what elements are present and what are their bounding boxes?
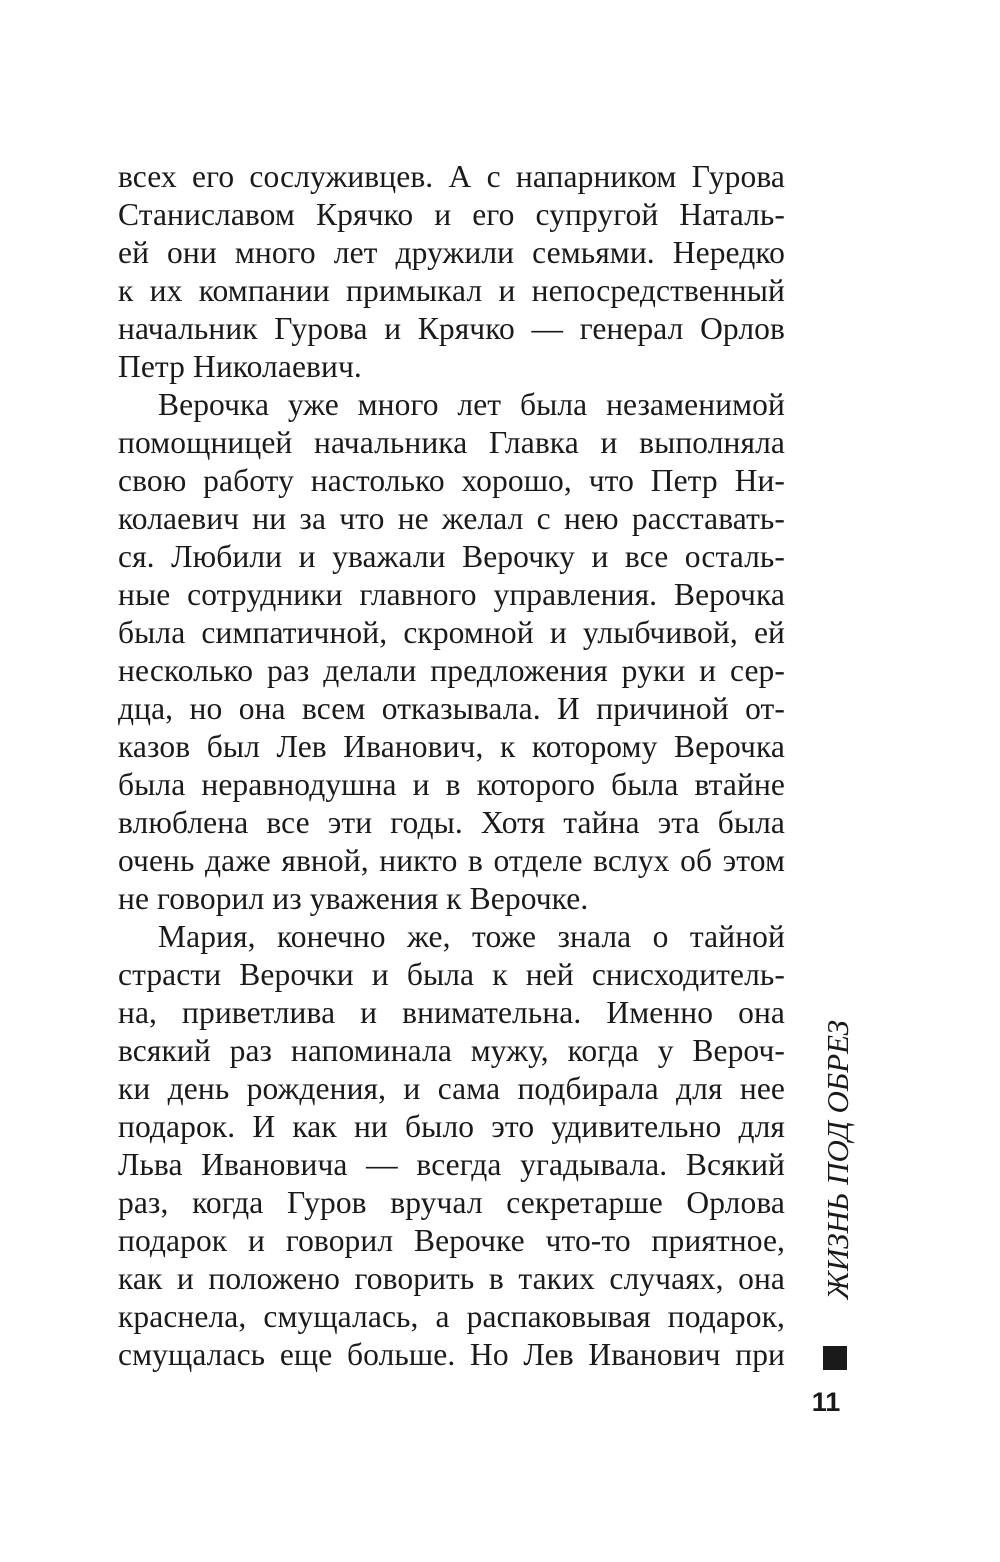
text-line: страсти Верочки и была к ней снисходитель-: [118, 957, 785, 992]
text-line: к их компании примыкал и непосредственный: [118, 273, 785, 308]
text-line: ей они много лет дружили семьями. Нередко: [118, 235, 785, 270]
text-line: несколько раз делали предложения руки и сер-: [118, 653, 785, 688]
text-line: влюблена все эти годы. Хотя тайна эта была: [118, 805, 785, 840]
text-line: очень даже явной, никто в отделе вслух об этом: [118, 843, 785, 878]
text-line: колаевич ни за что не желал с нею расставать-: [118, 501, 785, 536]
text-line: Льва Ивановича — всегда угадывала. Всякий: [118, 1147, 785, 1182]
running-title-text: ЖИЗНЬ ПОД ОБРЕЗ: [820, 1020, 855, 1300]
text-line: была симпатичной, скромной и улыбчивой, ей: [118, 615, 785, 650]
text-line: свою работу настолько хорошо, что Петр Ни-: [118, 463, 785, 498]
text-line: ся. Любили и уважали Верочку и все осталь-: [118, 539, 785, 574]
text-line: всякий раз напоминала мужу, когда у Вероч-: [118, 1033, 785, 1068]
text-line: подарок и говорил Верочке что-то приятное,: [118, 1223, 785, 1258]
text-line: смущалась еще больше. Но Лев Иванович при: [118, 1337, 785, 1372]
running-title: [818, 1020, 854, 1350]
square-marker-icon: [823, 1346, 847, 1370]
text-line: Петр Николаевич.: [118, 349, 362, 384]
text-line: ки день рождения, и сама подбирала для нее: [118, 1071, 785, 1106]
text-line: как и положено говорить в таких случаях, она: [118, 1261, 785, 1296]
page-number: 11: [811, 1387, 841, 1417]
text-line: дца, но она всем отказывала. И причиной от-: [118, 691, 785, 726]
text-line: Станиславом Крячко и его супругой Наталь-: [118, 197, 785, 232]
text-line: ные сотрудники главного управления. Верочка: [118, 577, 785, 612]
text-line: Верочка уже много лет была незаменимой: [158, 387, 785, 422]
text-line: на, приветлива и внимательна. Именно она: [118, 995, 785, 1030]
text-line: Мария, конечно же, тоже знала о тайной: [158, 919, 785, 954]
text-line: помощницей начальника Главка и выполняла: [118, 425, 785, 460]
text-line: краснела, смущалась, а распаковывая подарок,: [118, 1299, 785, 1334]
text-line: не говорил из уважения к Верочке.: [118, 881, 589, 916]
text-line: начальник Гурова и Крячко — генерал Орлов: [118, 311, 785, 346]
text-line: всех его сослуживцев. А с напарником Гурова: [118, 159, 785, 194]
text-line: была неравнодушна и в которого была втайне: [118, 767, 785, 802]
text-line: раз, когда Гуров вручал секретарше Орлова: [118, 1185, 785, 1220]
text-line: подарок. И как ни было это удивительно для: [118, 1109, 785, 1144]
text-line: казов был Лев Иванович, к которому Верочка: [118, 729, 785, 764]
